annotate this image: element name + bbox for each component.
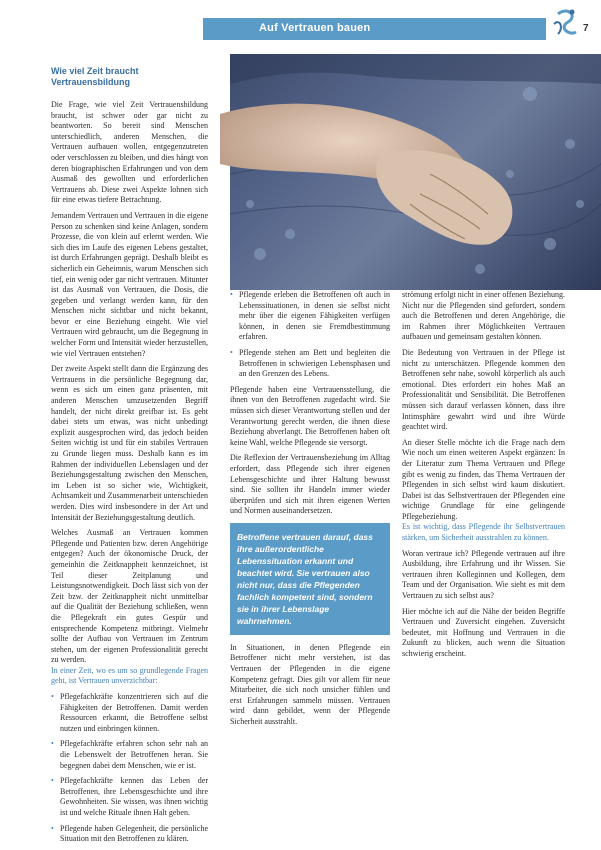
list-item: • Pflegefachkräfte konzentrieren sich auf die Fähigkeiten der Betroffenen. Damit werden Ressourcen erkannt, die Betroffene selbst nutzen und einbringen können.: [51, 692, 208, 734]
section-title-line-1: Wie viel Zeit braucht: [51, 66, 139, 76]
logo-icon: [548, 4, 582, 44]
paragraph: Die Bedeutung von Vertrauen in der Pflege ist nicht zu unterschätzen. Pflegende kommen den Betroffenen sehr nahe, sowohl körperlich als auch emotional. Dies erfordert ein hohes Maß an Professionalität und Sensibilität. Die Betroffenen müssen sich darauf verlassen können, dass ihre Intimsphäre gewahrt wird und ihre Würde geachtet wird.: [402, 347, 565, 432]
header-band: [203, 18, 546, 40]
list-item: • Pflegende erleben die Betroffenen oft auch in Lebenssituationen, in denen sie selbst nicht mehr über die eigenen Fähigkeiten verfügen können, in denen sie Fremdbestimmung erfahren.: [230, 290, 390, 343]
highlight-text: Es ist wichtig, dass Pflegende ihr Selbstvertrauen stärken, um Sicherheit ausstrahlen zu können.: [402, 522, 565, 543]
paragraph: Die Frage, wie viel Zeit Vertrauensbildung braucht, ist schwer oder gar nicht zu beantworten. So bereit sind Menschen unterschiedlich, anderen Menschen, die Vertrauen aufbauen wollen, entgegenzutreten oder verschlossen zu bleiben, und dies hängt von deren biographischen Erfahrungen und von dem Ausmaß des gewollten und erforderlichen Vertrauens ab. Diese zwei Aspekte lohnen sich für eine etwas tiefere Betrachtung.: [51, 100, 208, 205]
column-middle: [230, 290, 390, 733]
pull-quote: Betroffene vertrauen darauf, dass ihre außerordentliche Lebenssituation erkannt und beachtet wird. Sie vertrauen also nicht nur, dass die Pflegenden fachlich kompetent sind, sondern sie in ihrer Lebenslage wahrnehmen.: [230, 523, 390, 635]
paragraph: Die Reflexion der Vertrauensbeziehung im Alltag erfordert, dass Pflegende sich ihrer eigenen Lebensgeschichte und ihrer Haltung bewusst sind. Sie sollten ihr Handeln immer wieder überprüfen und sich mit ihren eigenen Werten und Normen auseinandersetzen.: [230, 453, 390, 516]
page-header: [0, 18, 601, 40]
column-left: [51, 66, 208, 850]
hands-illustration: [230, 54, 601, 290]
header-title: Auf Vertrauen bauen: [259, 22, 371, 34]
list-item: • Pflegende stehen am Bett und begleiten die Betroffenen in schwierigen Lebensphasen und an den Grenzen des Lebens.: [230, 348, 390, 380]
paragraph: strömung erfolgt nicht in einer offenen Beziehung. Nicht nur die Pflegenden sind gefordert, sondern auch die Betroffenen und deren Angehörige, die im Rahmen ihrer Möglichkeiten Vertrauen aufbauen und gemeinsam gestalten können.: [402, 290, 565, 342]
hands-photo: [230, 54, 601, 290]
bullet-list: [230, 290, 390, 380]
paragraph: An dieser Stelle möchte ich die Frage nach dem Wie noch um einen weiteren Aspekt ergänzen: In der Literatur zum Thema Vertrauen und Pflege gibt es wenig zu finden, das Thema Vertrauen der Pflegenden in sich selbst wird kaum diskutiert. Dabei ist das Selbstvertrauen der Pflegenden eine wichtige Grundlage für eine gelingende Pflegebeziehung.: [402, 437, 565, 521]
paragraph: Woran vertraue ich? Pflegende vertrauen auf ihre Ausbildung, ihre Erfahrung und ihr Wissen. Sie vertrauen ihren Kolleginnen und Kollegen, dem Team und der Organisation. Wie sieht es mit dem Vertrauen zu sich selbst aus?: [402, 548, 565, 601]
highlight-text: In einer Zeit, wo es um so grundlegende Fragen geht, ist Vertrauen unverzichtbar:: [51, 665, 208, 686]
paragraph: Welches Ausmaß an Vertrauen kommen Pflegende und Patienten bzw. deren Angehörige entgegen? Auch der ökonomische Druck, der gemeinhin die Zeitknappheit kennzeichnet, ist Teil dieser Zeitplanung und Leistungsnotwendigkeit. Doch lässt sich von der Zeit bzw. der Zeitknappheit nicht unmittelbar auf die Qualität der Beziehung schließen, wenn die Pflegekraft ein gutes Gespür und entsprechende Kompetenz mitbringt. Vielmehr sollte der Aufbau von Vertrauen im Zentrum stehen, um der eigenen Professionalität gerecht zu werden.: [51, 528, 208, 665]
bullet-list: [51, 692, 208, 845]
section-title-line-2: Vertrauensbildung: [51, 77, 131, 87]
list-item: • Pflegefachkräfte erfahren schon sehr nah an die Lebenswelt der Betroffenen heran. Sie begegnen dabei dem Menschen, wie er ist.: [51, 739, 208, 771]
paragraph: Pflegende haben eine Vertrauensstellung, die ihnen von den Betroffenen zugedacht wird. Sie müssen sich dieser Verantwortung stellen und der Verantwortung gerecht werden, die ihnen diese Beziehung abverlangt. Die Betroffenen haben oft keine Wahl, welche Pflegende sie versorgt.: [230, 384, 390, 447]
paragraph: In Situationen, in denen Pflegende ein Betroffener nicht mehr verstehen, ist das Vertrauen der Pflegenden in die eigene Kompetenz gefragt. Dies gilt vor allem für neue Mitarbeiter, die sich noch unsicher fühlen und erst Erfahrungen sammeln müssen. Vertrauen wird dann gebildet, wenn der Pflegende Sicherheit ausstrahlt.: [230, 642, 390, 727]
page-number: 7: [583, 23, 589, 34]
paragraph: Hier möchte ich auf die Nähe der beiden Begriffe Vertrauen und Zuversicht eingehen. Zuversicht bedeutet, mit Hoffnung und Vertrauen in die Zukunft zu blicken, auch wenn die Situation schwierig erscheint.: [402, 606, 565, 658]
section-title: [51, 66, 208, 88]
list-item: • Pflegefachkräfte kennen das Leben der Betroffenen, ihre Lebensgeschichte und ihre Gewohnheiten. Sie wissen, was ihnen wichtig ist und welche Rituale ihnen Halt geben.: [51, 776, 208, 818]
paragraph: Jemandem Vertrauen und Vertrauen in die eigene Person zu schenken sind keine Anlagen, sondern Prozesse, die von klein auf erlernt werden. Wie sich dies im Laufe des eigenen Lebens gestaltet, ist durch Erfahrungen geprägt. Deshalb bleibt es sicherlich ein Geheimnis, warum Menschen sich tief, ein wenig oder gar nicht vertrauen. Mitunter ist das Ausmaß von Vertrauen, die Dosis, die gegeben und verlangt werden kann, für den Menschen nicht sichtbar und nicht bekannt, bevor er eine Beziehung eingeht. Wie viel Vertrauen wird gebraucht, um die Begegnung in welcher Form und Intensität wieder herzustellen, wie viel Vertrauen entstehen?: [51, 210, 208, 358]
column-right: [402, 290, 565, 665]
paragraph: Der zweite Aspekt stellt dann die Ergänzung des Vertrauens in die persönliche Begegnung dar, wenn es sich um einen ganz präsenten, mit anderen Menschen umzusetzenden Begriff handelt, der nicht direkt greifbar ist. Es geht dabei stets um etwas, was nicht unbedingt explizit ausgesprochen wird, das jedoch beiden Seiten wichtig ist und für ein stabiles Vertrauen zu Grunde liegen muss. Deshalb kann es im Rahmen der individuellen Lebenslagen und der Beziehungsgestaltung zwischen den Menschen, im Leben ist so sicher wie, Wichtigkeit, Achtsamkeit und Zusammenarbeit unterschieden werden. Dies wird insbesondere in der Art und Intensität der Beziehungsgestaltung deutlich.: [51, 364, 208, 522]
list-item: • Pflegende haben Gelegenheit, die persönliche Situation mit den Betroffenen zu klären.: [51, 824, 208, 845]
